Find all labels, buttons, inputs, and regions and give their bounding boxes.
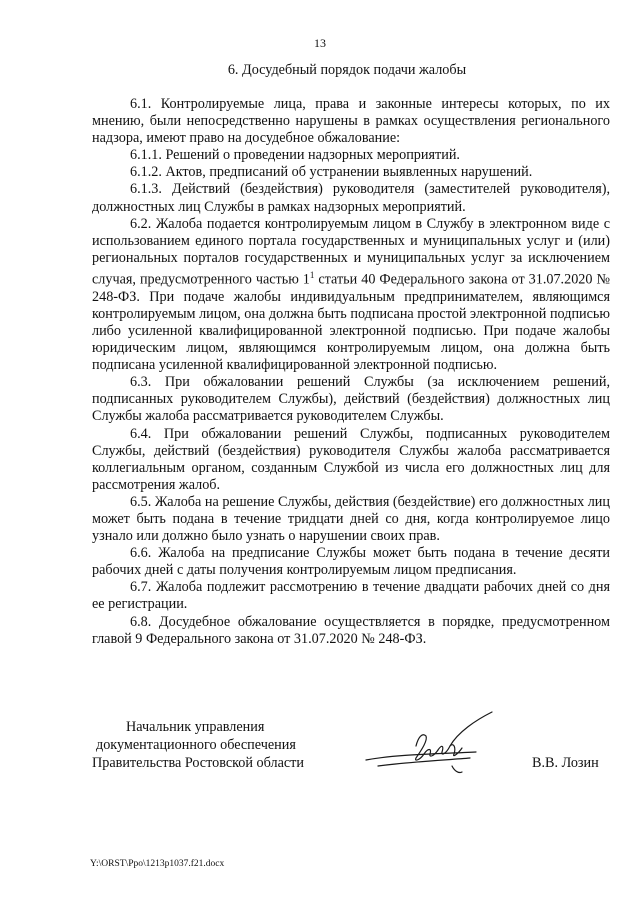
signer-name: В.В. Лозин (532, 755, 599, 771)
paragraph-6-3: 6.3. При обжаловании решений Службы (за исключением решений, подписанных руководителем Службы), действий (бездействия) должностных лиц Службы жалоба рассматривается руководителем Службы. (92, 374, 610, 425)
paragraph-6-2-text: 6.2. Жалоба подается контролируемым лицом в Службу в электронном виде с использованием единого портала государственных и муниципальных услуг и (или) региональных порталов государственных и муниципальных услуг за исключением случая, предусмотренного частью 1 (92, 215, 610, 288)
paragraph-6-4: 6.4. При обжаловании решений Службы, подписанных руководителем Службы, действий (бездействия) руководителя Службы жалоба рассматривается коллегиальным органом, созданным Службой из числа его должностных лиц для рассмотрения жалоб. (92, 425, 610, 493)
paragraph-6-2-text-rest: статьи 40 Федерального закона от 31.07.2020 № 248-ФЗ. При подаче жалобы индивидуальным предпринимателем, являющимся контролируемым лицом, она должна быть подписана простой электронной подписью либо усиленной квалифицированной электронной подписью. При подаче жалобы юридическим лицом, являющимся контролируемым лицом, она должна быть подписана усиленной квалифицированной электронной подписью. (92, 271, 610, 374)
section-title: 6. Досудебный порядок подачи жалобы (227, 62, 467, 78)
paragraph-6-1: 6.1. Контролируемые лица, права и законные интересы которых, по их мнению, были непосредственно нарушены в рамках осуществления регионального надзора, имеют право на досудебное обжалование: (92, 96, 610, 147)
paragraph-6-1-2: 6.1.2. Актов, предписаний об устранении выявленных нарушений. (130, 164, 533, 181)
paragraph-6-6: 6.6. Жалоба на предписание Службы может быть подана в течение десяти рабочих дней с даты получения контролируемым лицом предписания. (92, 545, 610, 579)
position-line-3: Правительства Ростовской области (92, 755, 304, 771)
page-number: 13 (314, 36, 326, 50)
paragraph-6-7: 6.7. Жалоба подлежит рассмотрению в течение двадцати рабочих дней со дня ее регистрации. (92, 579, 610, 613)
paragraph-6-1-3: 6.1.3. Действий (бездействия) руководителя (заместителей руководителя), должностных лиц Службы в рамках надзорных мероприятий. (92, 181, 610, 215)
paragraph-6-5: 6.5. Жалоба на решение Службы, действия (бездействие) его должностных лиц может быть подана в течение тридцати дней со дня, когда контролируемое лицо узнало или должно было узнать о нарушении своих прав. (92, 493, 610, 545)
position-line-2: документационного обеспечения (96, 737, 296, 753)
signatory-position (92, 718, 332, 772)
file-path-footer: Y:\ORST\Ppo\1213p1037.f21.docx (90, 859, 225, 869)
paragraph-6-1-1: 6.1.1. Решений о проведении надзорных мероприятий. (130, 147, 460, 164)
paragraph-6-8: 6.8. Досудебное обжалование осуществляется в порядке, предусмотренном главой 9 Федерального закона от 31.07.2020 № 248-ФЗ. (92, 613, 610, 647)
paragraph-6-2 (92, 216, 610, 375)
superscript-one: 1 (309, 269, 315, 280)
handwritten-signature (358, 708, 508, 780)
position-line-1: Начальник управления (126, 719, 265, 735)
document-body (92, 96, 610, 648)
